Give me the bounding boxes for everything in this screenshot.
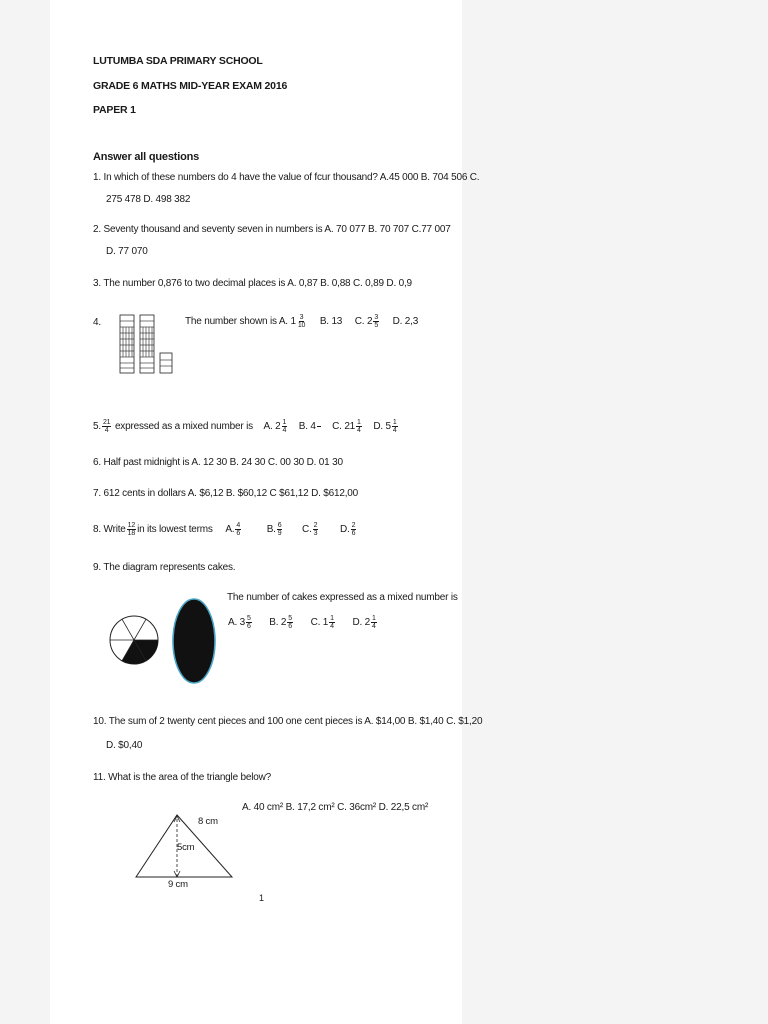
q9-a-fraction: $\frac{5}{6}$ (247, 615, 251, 630)
q9-stem: The number of cakes expressed as a mixed number is (227, 592, 458, 603)
q5-row (93, 419, 399, 434)
q5-option-d: D. 5 (373, 421, 391, 433)
school-name: LUTUMBA SDA PRIMARY SCHOOL (93, 55, 263, 67)
q9-option-d: D. 2 (352, 617, 370, 629)
q9-options (228, 615, 378, 630)
q6-text: 6. Half past midnight is A. 12 30 B. 24 30 C. 00 30 D. 01 30 (93, 457, 343, 468)
q4-option-c: C. 2 (354, 316, 373, 328)
q8-number: 8. Write (93, 524, 126, 536)
q8-option-d: D. (339, 524, 350, 536)
q11-height-label: 5cm (177, 842, 195, 853)
q9-c-fraction: $\frac{1}{4}$ (330, 615, 334, 630)
q9-b-fraction: $\frac{5}{6}$ (288, 615, 292, 630)
q2-line2: D. 77 070 (106, 246, 148, 257)
q9-option-c: C. 1 (310, 617, 329, 629)
q9-d-fraction: $\frac{1}{4}$ (371, 615, 376, 630)
base-ten-blocks (118, 313, 178, 375)
q4-c-fraction: $\frac{3}{5}$ (374, 314, 379, 329)
q11-side-label: 8 cm (198, 816, 218, 827)
q8-a-fraction: $\frac{4}{6}$ (236, 522, 241, 537)
page-number: 1 (259, 893, 265, 903)
q4-a-fraction: $\frac{3}{10}$ (297, 314, 306, 329)
q8-c-fraction: $\frac{2}{3}$ (313, 522, 318, 537)
q9-text: 9. The diagram represents cakes. (93, 562, 236, 573)
q5-number: 5. (93, 421, 101, 433)
q10-line1: 10. The sum of 2 twenty cent pieces and 100 one cent pieces is A. $14,00 B. $1,40 C. $1,20 (93, 716, 483, 727)
q5-a-fraction: $\frac{1}{4}$ (282, 419, 287, 434)
q4-option-d: D. 2,3 (392, 316, 419, 328)
q4-stem-row (185, 314, 418, 329)
q5-b-fraction (317, 419, 321, 434)
q11-base-label: 9 cm (168, 879, 188, 890)
paper-label: PAPER 1 (93, 104, 136, 116)
q5-fraction: $\frac{21}{4}$ (102, 419, 111, 434)
q5-d-fraction: $\frac{1}{4}$ (392, 419, 397, 434)
q8-option-c: C. (302, 524, 312, 536)
cakes-diagram (110, 598, 220, 688)
q8-stem: in its lowest terms (137, 524, 213, 536)
q1-line1: 1. In which of these numbers do 4 have the value of fcur thousand? A.45 000 B. 704 506 C. (93, 172, 480, 183)
exam-title: GRADE 6 MATHS MID-YEAR EXAM 2016 (93, 80, 288, 92)
q10-line2: D. $0,40 (106, 740, 143, 751)
q5-option-b: B. 4 (298, 421, 316, 433)
q5-option-c: C. 21 (332, 421, 356, 433)
q8-b-fraction: $\frac{6}{9}$ (277, 522, 282, 537)
q1-line2: 275 478 D. 498 382 (106, 194, 191, 205)
q9-option-a: A. 3 (228, 617, 245, 629)
q4-number: 4. (93, 317, 101, 328)
q8-fraction: $\frac{12}{18}$ (127, 522, 136, 537)
q4-stem: The number shown is A. 1 (185, 316, 296, 328)
q8-d-fraction: $\frac{2}{6}$ (351, 522, 356, 537)
q4-option-b: B. 13 (319, 316, 343, 328)
q3-text: 3. The number 0,876 to two decimal places is A. 0,87 B. 0,88 C. 0,89 D. 0,9 (93, 278, 412, 289)
q5-c-fraction: $\frac{1}{4}$ (357, 419, 361, 434)
q5-stem: expressed as a mixed number is (114, 421, 253, 433)
q2-line1: 2. Seventy thousand and seventy seven in numbers is A. 70 077 B. 70 707 C.77 007 (93, 224, 451, 235)
q9-option-b: B. 2 (269, 617, 287, 629)
q8-row (93, 522, 357, 537)
q11-options: A. 40 cm² B. 17,2 cm² C. 36cm² D. 22,5 cm² (242, 802, 429, 813)
q5-option-a: A. 2 (263, 421, 281, 433)
q11-text: 11. What is the area of the triangle below? (93, 772, 271, 783)
q8-option-b: B. (266, 524, 276, 536)
q7-text: 7. 612 cents in dollars A. $6,12 B. $60,12 C $61,12 D. $612,00 (93, 488, 359, 499)
q8-option-a: A. (225, 524, 235, 536)
instruction: Answer all questions (93, 151, 200, 163)
